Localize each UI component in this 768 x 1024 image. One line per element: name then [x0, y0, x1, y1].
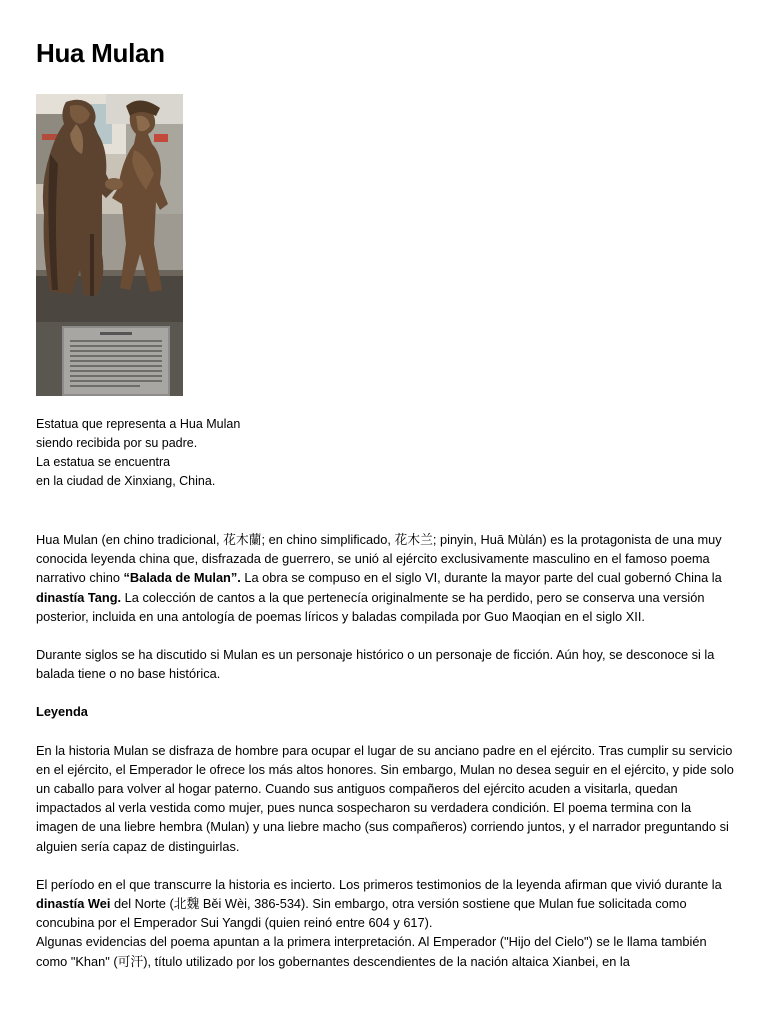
bold-text: “Balada de Mulan”.: [123, 570, 241, 586]
bold-text: dinastía Tang.: [36, 589, 122, 605]
section-heading-leyenda: Leyenda: [36, 704, 88, 720]
text-run: La obra se compuso en el siglo VI, durante la mayor parte del cual gobernó China la: [240, 570, 722, 586]
caption-line: Estatua que representa a Hua Mulan: [36, 417, 241, 431]
paragraph-evidence: Algunas evidencias del poema apuntan a la primera interpretación. Al Emperador ("Hijo del Cielo") se le llama también como "Khan" (可汗), título utilizado por los gobernantes descendientes de la nación altaica Xianbei, en la: [36, 934, 707, 969]
statue-image: [36, 94, 183, 396]
statue-photo: [36, 94, 183, 396]
bold-text: dinastía Wei: [36, 896, 111, 912]
text-run: El período en el que transcurre la historia es incierto. Los primeros testimonios de la leyenda afirman que vivió durante la: [36, 876, 722, 892]
page-title: Hua Mulan: [36, 38, 165, 68]
image-caption: [36, 415, 240, 491]
paragraph-historicity: Durante siglos se ha discutido si Mulan es un personaje histórico o un personaje de ficción. Aún hoy, se desconoce si la balada tiene o no base histórica.: [36, 647, 715, 682]
caption-line: La estatua se encuentra: [36, 455, 171, 469]
caption-line: siendo recibida por su padre.: [36, 436, 198, 450]
paragraph-intro: [36, 530, 736, 626]
paragraph-period: [36, 875, 736, 933]
article-body: [36, 530, 736, 971]
paragraph-legend: En la historia Mulan se disfraza de hombre para ocupar el lugar de su anciano padre en el ejército. Tras cumplir su servicio en el ejército, el Emperador le ofrece los más altos honores. Sin embargo, Mulan no desea seguir en el ejército, y pide solo un caballo para volver al hogar paterno. Cuando sus antiguos compañeros del ejército acuden a visitarla, quedan impactados al verla vestida como mujer, pues nunca sospecharon su verdadera condición. El poema termina con la imagen de una liebre hembra (Mulan) y una liebre macho (sus compañeros) corriendo juntos, y el narrador preguntando si alguien sería capaz de distinguirlas.: [36, 742, 734, 854]
text-run: La colección de cantos a la que pertenecía originalmente se ha perdido, pero se conserva una versión posterior, incluida en una antología de poemas líricos y baladas compilada por Guo Maoqian en el siglo XII.: [36, 589, 705, 624]
text-run: del Norte (北魏 Běi Wèi, 386-534). Sin embargo, otra versión sostiene que Mulan fue solicitada como concubina por el Emperador Sui Yangdi (quien reinó entre 604 y 617).: [36, 896, 687, 931]
caption-line: en la ciudad de Xinxiang, China.: [36, 474, 216, 488]
text-run: Hua Mulan (en chino tradicional, 花木蘭; en chino simplificado, 花木兰; pinyin, Huā Mùlán) es la protagonista de una muy conocida leyenda china que, disfrazada de guerrero, se unió al ejército exclusivamente masculino en el famoso poema narrativo chino: [36, 532, 722, 586]
